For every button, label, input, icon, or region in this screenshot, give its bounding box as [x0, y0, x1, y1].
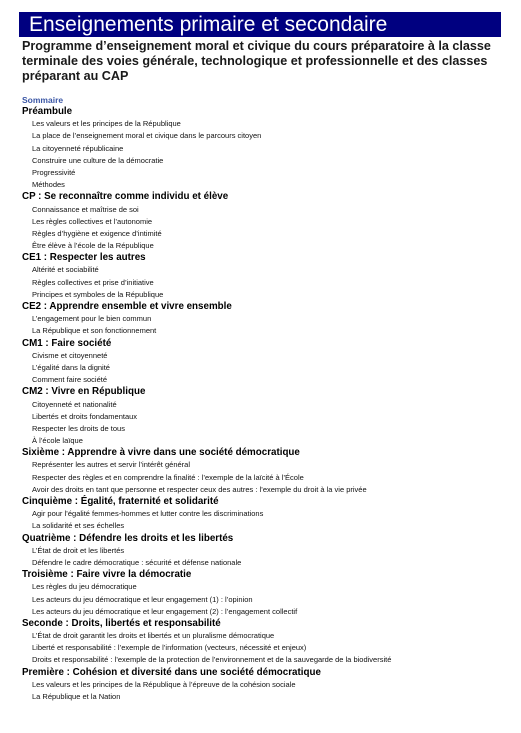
toc-item[interactable]: L’État de droit garantit les droits et libertés et un pluralisme démocratique: [32, 631, 275, 641]
toc-item[interactable]: Les valeurs et les principes de la République à l’épreuve de la cohésion sociale: [32, 679, 296, 689]
toc-sections: [22, 106, 512, 703]
toc-section-title[interactable]: CP : Se reconnaître comme individu et élève: [22, 191, 229, 203]
toc-section-title[interactable]: CE2 : Apprendre ensemble et vivre ensemble: [22, 301, 232, 312]
toc-item[interactable]: Libertés et droits fondamentaux: [32, 411, 138, 421]
toc-item[interactable]: La République et la Nation: [32, 692, 121, 701]
toc-item[interactable]: Connaissance et maîtrise de soi: [32, 204, 139, 214]
toc-item[interactable]: Principes et symboles de la République: [32, 289, 164, 299]
toc-item[interactable]: L’égalité dans la dignité: [32, 362, 110, 372]
table-of-contents: [22, 94, 512, 703]
toc-item[interactable]: La citoyenneté républicaine: [32, 143, 124, 153]
toc-item[interactable]: Les règles collectives et l’autonomie: [32, 216, 153, 226]
toc-item[interactable]: L’État de droit et les libertés: [32, 545, 125, 555]
toc-item[interactable]: La solidarité et ses échelles: [32, 521, 125, 531]
toc-item[interactable]: Représenter les autres et servir l’intérêt général: [32, 460, 190, 470]
toc-item[interactable]: Comment faire société: [32, 375, 108, 385]
toc-item[interactable]: Droits et responsabilité : l’exemple de la protection de l’environnement et de la sauvegarde de la biodiversité: [32, 655, 392, 665]
toc-item[interactable]: Les acteurs du jeu démocratique et leur engagement (2) : l’engagement collectif: [32, 606, 298, 616]
toc-section-title[interactable]: CE1 : Respecter les autres: [22, 252, 146, 264]
toc-item[interactable]: Règles d’hygiène et exigence d’intimité: [32, 228, 162, 238]
toc-section-title[interactable]: Quatrième : Défendre les droits et les libertés: [22, 532, 234, 544]
toc-item[interactable]: Défendre le cadre démocratique : sécurité et défense nationale: [32, 557, 242, 567]
toc-item[interactable]: Liberté et responsabilité : l’exemple de l’information (vecteurs, nécessité et enjeux): [32, 643, 307, 653]
toc-item[interactable]: Avoir des droits en tant que personne et respecter ceux des autres : l’exemple du droit à la vie privée: [32, 484, 367, 494]
toc-item[interactable]: Respecter des règles et en comprendre la finalité : l’exemple de la laïcité à l’École: [32, 472, 304, 482]
toc-item[interactable]: La place de l’enseignement moral et civique dans le parcours citoyen: [32, 131, 262, 141]
toc-item[interactable]: Être élève à l’école de la République: [32, 241, 154, 251]
toc-section-title[interactable]: CM2 : Vivre en République: [22, 386, 146, 398]
toc-item[interactable]: L’engagement pour le bien commun: [32, 314, 152, 324]
toc-item[interactable]: Civisme et citoyenneté: [32, 350, 108, 360]
toc-item[interactable]: La République et son fonctionnement: [32, 326, 157, 336]
toc-item[interactable]: Construire une culture de la démocratie: [32, 155, 164, 165]
toc-item[interactable]: Progressivité: [32, 167, 76, 177]
document-banner: Enseignements primaire et secondaire: [19, 12, 501, 37]
toc-item[interactable]: Règles collectives et prise d’initiative: [32, 277, 154, 287]
toc-item[interactable]: Les valeurs et les principes de la République: [32, 119, 181, 129]
toc-section-title[interactable]: Sixième : Apprendre à vivre dans une société démocratique: [22, 447, 300, 459]
toc-item[interactable]: Respecter les droits de tous: [32, 423, 125, 433]
document-subtitle: Programme d’enseignement moral et civique du cours préparatoire à la classe terminale des voies générale, technologique et professionnelle et des classes préparant au CAP: [22, 39, 491, 83]
toc-item[interactable]: Citoyenneté et nationalité: [32, 399, 117, 409]
toc-section-title[interactable]: Troisième : Faire vivre la démocratie: [22, 569, 192, 581]
toc-item[interactable]: Les acteurs du jeu démocratique et leur engagement (1) : l’opinion: [32, 594, 253, 604]
toc-item[interactable]: Méthodes: [32, 180, 65, 190]
toc-section-title[interactable]: Première : Cohésion et diversité dans une société démocratique: [22, 666, 321, 678]
toc-section-title[interactable]: Seconde : Droits, libertés et responsabilité: [22, 617, 221, 629]
toc-item[interactable]: Agir pour l’égalité femmes-hommes et lutter contre les discriminations: [32, 509, 264, 519]
toc-section-title[interactable]: Préambule: [22, 106, 73, 117]
toc-section-title[interactable]: CM1 : Faire société: [22, 337, 112, 349]
toc-item[interactable]: Altérité et sociabilité: [32, 265, 99, 275]
toc-item[interactable]: À l’école laïque: [32, 436, 83, 446]
toc-section-title[interactable]: Cinquième : Égalité, fraternité et solidarité: [22, 496, 219, 507]
toc-label: Sommaire: [22, 95, 64, 105]
toc-item[interactable]: Les règles du jeu démocratique: [32, 582, 137, 592]
